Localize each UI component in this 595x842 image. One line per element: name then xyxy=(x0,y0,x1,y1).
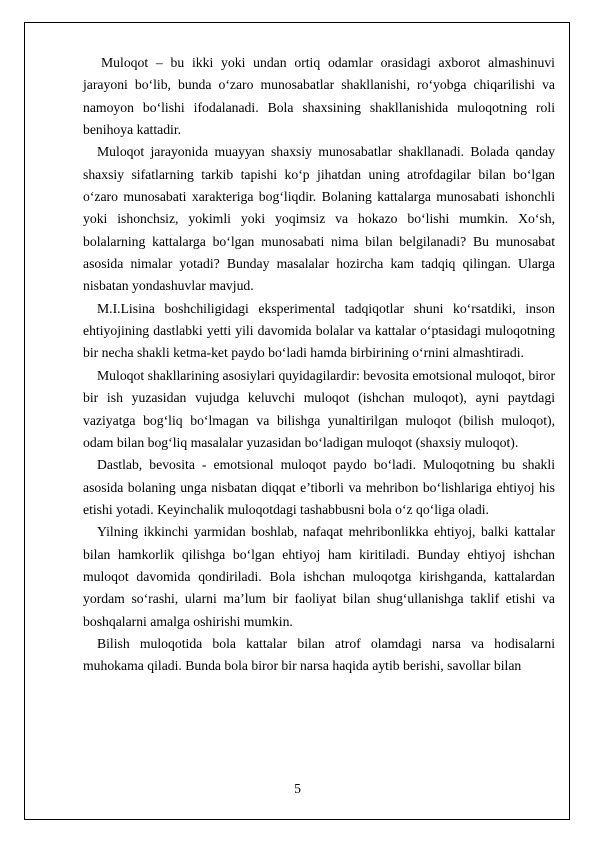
paragraph-5: Dastlab, bevosita - emotsional muloqot paydo bo‘ladi. Muloqotning bu shakli asosida bolaning unga nisbatan diqqat e’tiborli va mehribon bo‘lishlariga ehtiyoj his etishi yotadi. Keyinchalik muloqotdagi tashabbusni bola o‘z qo‘liga oladi. xyxy=(83,457,555,517)
page-number: 5 xyxy=(294,781,301,796)
paragraph-1: Muloqot – bu ikki yoki undan ortiq odamlar orasidagi axborot almashinuvi jarayoni bo‘lib, bunda o‘zaro munosabatlar shakllanishi, ro‘yobga chiqarilishi va namoyon bo‘lishi ifodalanadi. Bola shaxsining shakllanishida muloqotning roli benihoya kattadir. xyxy=(83,55,555,138)
paragraph-6: Yilning ikkinchi yarmidan boshlab, nafaqat mehribonlikka ehtiyoj, balki kattalar bilan hamkorlik qilishga bo‘lgan ehtiyoj ham kiritiladi. Bunday ehtiyoj ishchan muloqot davomida qondiriladi. Bola ishchan muloqotga kirishganda, kattalardan yordam so‘rashi, ularni ma’lum bir faoliyat bilan shug‘ullanishga taklif etishi va boshqalarni amalga oshirishi mumkin. xyxy=(83,524,555,629)
paragraph-2: Muloqot jarayonida muayyan shaxsiy munosabatlar shakllanadi. Bolada qanday shaxsiy sifatlarning tarkib tapishi ko‘p jihatdan uning atrofdagilar bilan bo‘lgan o‘zaro munosabati xarakteriga bog‘liqdir. Bolaning kattalarga munosabati ishonchli yoki ishonchsiz, yokimli yoki yoqimsiz va hokazo bo‘lishi mumkin. Xo‘sh, bolalarning kattalarga bo‘lgan munosabati nima bilan belgilanadi? Bu munosabat asosida nimalar yotadi? Bunday masalalar hozircha kam tadqiq qilingan. Ularga nisbatan yondashuvlar mavjud. xyxy=(83,144,555,294)
paragraph-7: Bilish muloqotida bola kattalar bilan atrof olamdagi narsa va hodisalarni muhokama qiladi. Bunda bola biror bir narsa haqida aytib berishi, savollar bilan xyxy=(83,635,555,674)
paragraph-4: Muloqot shakllarining asosiylari quyidagilardir: bevosita emotsional muloqot, biror bir ish yuzasidan vujudga keluvchi muloqot (ishchan muloqot), ayni paytdagi vaziyatga bog‘liq bo‘lmagan va bilishga yunaltirilgan muloqot (bilish muloqot), odam bilan bog‘liq masalalar yuzasidan bo‘ladigan muloqot (shaxsiy muloqot). xyxy=(83,367,555,450)
paragraph-3: M.I.Lisina boshchiligidagi eksperimental tadqiqotlar shuni ko‘rsatdiki, inson ehtiyojining dastlabki yetti yili davomida bolalar va kattalar o‘ptasidagi muloqotning bir necha shakli ketma-ket paydo bo‘ladi hamda birbirining o‘rnini almashtiradi. xyxy=(83,300,555,361)
document-body xyxy=(83,52,555,678)
